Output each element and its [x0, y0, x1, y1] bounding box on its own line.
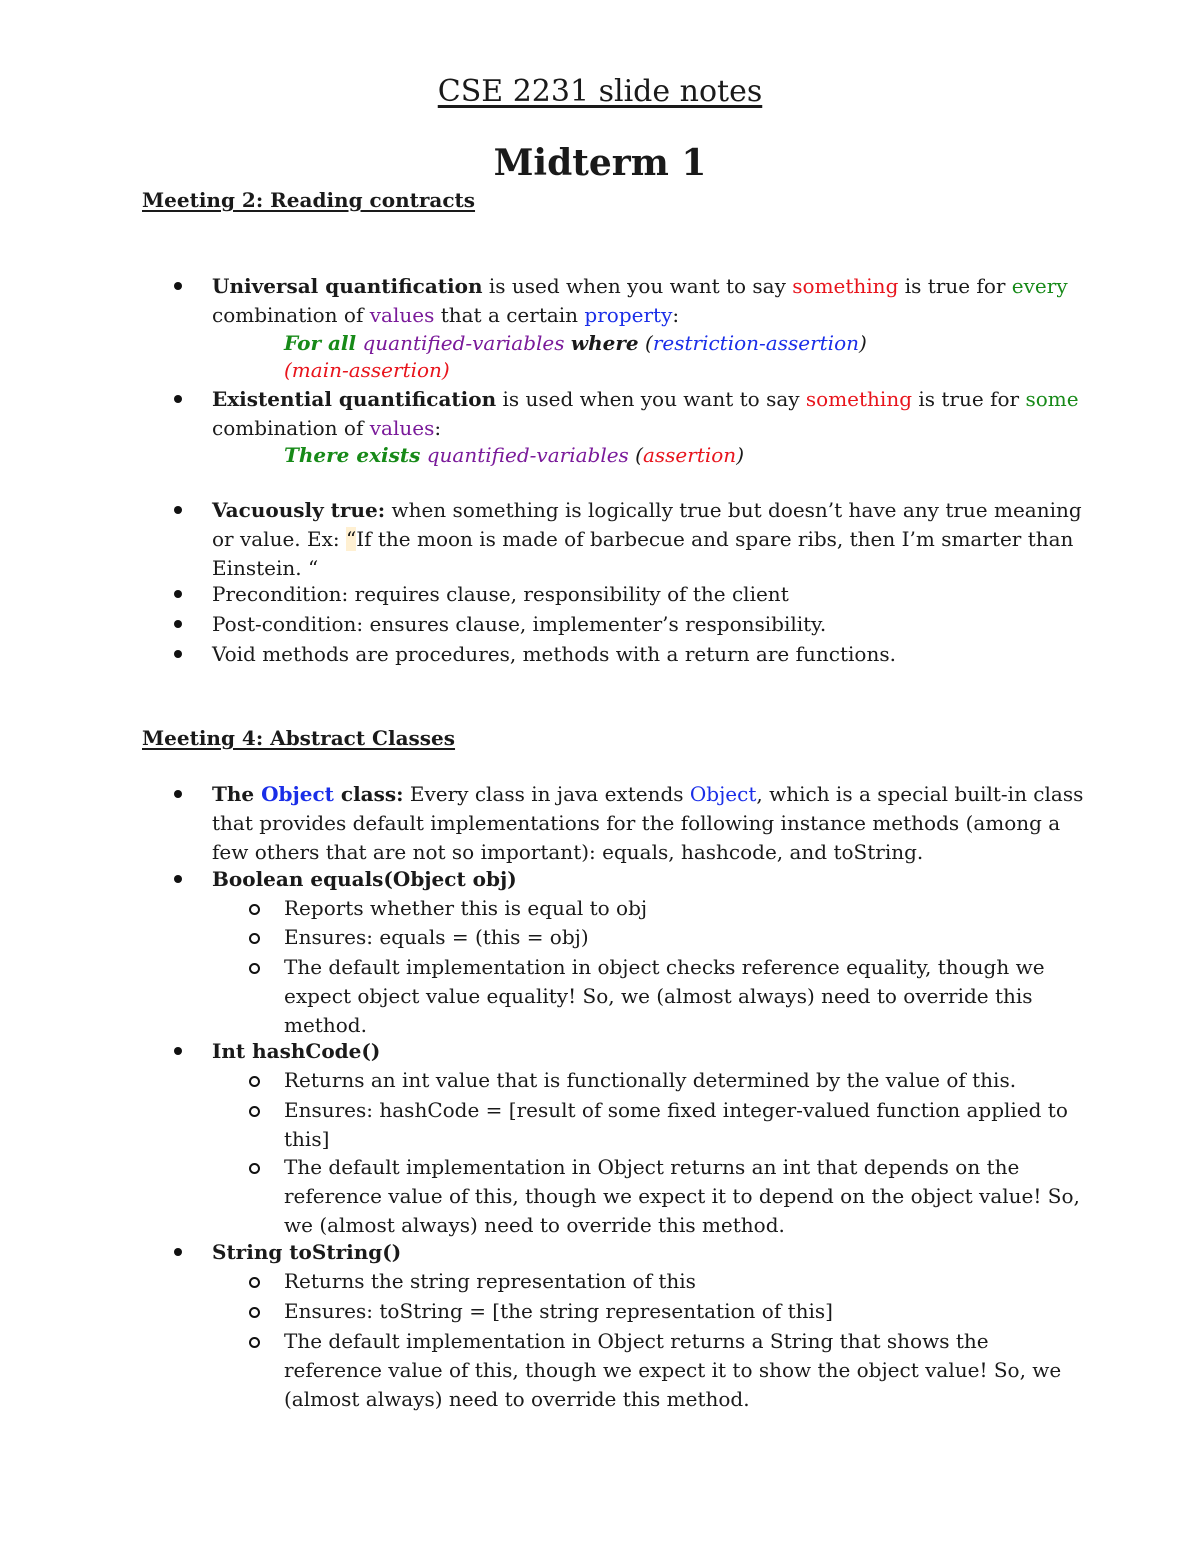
document-subtitle: Midterm 1 [493, 142, 707, 184]
hashcode-sub1: Returns an int value that is functionally determined by the value of this. [284, 1068, 1017, 1092]
there-exists-keyword: There exists [284, 443, 421, 467]
text: when something is logically true but doesn’t have any true meaning [385, 498, 1082, 522]
object-class-line3: few others that are not so important): equals, hashcode, and toString. [212, 840, 924, 864]
object-class-line1 [212, 780, 1083, 808]
text: ( [645, 331, 653, 355]
text: combination of [212, 416, 370, 440]
object-word: Object [261, 782, 334, 806]
vacuous-line2 [212, 525, 1073, 553]
text: Every class in java extends [403, 782, 690, 806]
tostring-sub3-line2: reference value of this, though we expect it to show the object value! So, we [284, 1358, 1062, 1382]
equals-sub3-line3: method. [284, 1013, 367, 1037]
tostring-sub1: Returns the string representation of this [284, 1269, 696, 1293]
quantified-variables: quantified-variables [426, 443, 629, 467]
bullet-icon [174, 1248, 182, 1256]
equals-sub3-line1: The default implementation in object checks reference equality, though we [284, 955, 1045, 979]
equals-sub1: Reports whether this is equal to obj [284, 896, 648, 920]
bullet-icon [174, 790, 182, 798]
tostring-sub3-line1: The default implementation in Object returns a String that shows the [284, 1329, 989, 1353]
universal-syntax-line [284, 329, 867, 357]
sub-bullet-icon [249, 1337, 260, 1348]
text: The [212, 782, 262, 806]
main-assertion: (main-assertion) [284, 358, 450, 382]
something-word: something [792, 274, 899, 298]
existential-quantification-line1 [212, 385, 1079, 413]
equals-sub2: Ensures: equals = (this = obj) [284, 925, 589, 949]
equals-sub3-line2: expect object value equality! So, we (almost always) need to override this [284, 984, 1033, 1008]
assertion-word: assertion [642, 443, 737, 467]
bullet-icon [174, 506, 182, 514]
tostring-sub2: Ensures: toString = [the string representation of this] [284, 1299, 833, 1323]
bullet-icon [174, 395, 182, 403]
existential-term: Existential quantification [212, 387, 497, 411]
text: is true for [898, 274, 1012, 298]
object-word: Object [689, 782, 757, 806]
vacuous-term: Vacuously true: [212, 498, 386, 522]
vacuous-line1 [212, 496, 1082, 524]
text: ) [736, 443, 744, 467]
bullet-icon [174, 282, 182, 290]
universal-term: Universal quantification [212, 274, 483, 298]
text: If the moon is made of barbecue and spare ribs, then I’m smarter than [356, 527, 1074, 551]
text: , which is a special built-in class [756, 782, 1084, 806]
existential-quantification-line2 [212, 414, 441, 442]
where-keyword: where [570, 331, 639, 355]
property-word: property [584, 303, 673, 327]
for-all-keyword: For all [284, 331, 357, 355]
text: combination of [212, 303, 370, 327]
universal-quantification-line2 [212, 301, 679, 329]
hashcode-heading: Int hashCode() [212, 1039, 381, 1063]
something-word: something [805, 387, 913, 411]
sub-bullet-icon [249, 1076, 260, 1087]
hashcode-sub2-line2: this] [284, 1127, 330, 1151]
universal-quantification-line1 [212, 272, 1068, 300]
text: is used when you want to say [496, 387, 806, 411]
text: is used when you want to say [482, 274, 793, 298]
sub-bullet-icon [249, 1307, 260, 1318]
tostring-heading: String toString() [212, 1240, 402, 1264]
sub-bullet-icon [249, 1163, 260, 1174]
existential-syntax-line [284, 441, 744, 469]
hashcode-sub3-line1: The default implementation in Object returns an int that depends on the [284, 1155, 1020, 1179]
quantified-variables: quantified-variables [362, 331, 565, 355]
sub-bullet-icon [249, 904, 260, 915]
text: that a certain [434, 303, 585, 327]
sub-bullet-icon [249, 933, 260, 944]
text: class: [333, 782, 404, 806]
bullet-icon [174, 1047, 182, 1055]
bullet-icon [174, 620, 182, 628]
document-title: CSE 2231 slide notes [437, 74, 763, 109]
section-heading-meeting-2: Meeting 2: Reading contracts [142, 188, 476, 212]
hashcode-sub3-line3: we (almost always) need to override this method. [284, 1213, 785, 1237]
tostring-sub3-line3: (almost always) need to override this method. [284, 1387, 750, 1411]
sub-bullet-icon [249, 963, 260, 974]
hashcode-sub3-line2: reference value of this, though we expect it to depend on the object value! So, [284, 1184, 1080, 1208]
highlighted-quote: “ [345, 527, 357, 551]
some-word: some [1025, 387, 1079, 411]
sub-bullet-icon [249, 1106, 260, 1117]
text: is true for [912, 387, 1026, 411]
bullet-icon [174, 875, 182, 883]
values-word: values [369, 303, 435, 327]
every-word: every [1011, 274, 1068, 298]
text: ( [635, 443, 643, 467]
section-heading-meeting-4: Meeting 4: Abstract Classes [142, 726, 456, 750]
sub-bullet-icon [249, 1277, 260, 1288]
vacuous-line3: Einstein. “ [212, 556, 319, 580]
text: : [672, 303, 680, 327]
bullet-icon [174, 590, 182, 598]
postcondition-item: Post-condition: ensures clause, implementer’s responsibility. [212, 612, 827, 636]
equals-heading: Boolean equals(Object obj) [212, 867, 517, 891]
text: : [434, 416, 442, 440]
precondition-item: Precondition: requires clause, responsibility of the client [212, 582, 789, 606]
restriction-assertion: restriction-assertion [652, 331, 859, 355]
bullet-icon [174, 650, 182, 658]
object-class-line2: that provides default implementations for the following instance methods (among a [212, 811, 1061, 835]
hashcode-sub2-line1: Ensures: hashCode = [result of some fixed integer-valued function applied to [284, 1098, 1068, 1122]
text: ) [858, 331, 867, 355]
void-methods-item: Void methods are procedures, methods with a return are functions. [212, 642, 896, 666]
values-word: values [369, 416, 435, 440]
text: or value. Ex: [212, 527, 346, 551]
